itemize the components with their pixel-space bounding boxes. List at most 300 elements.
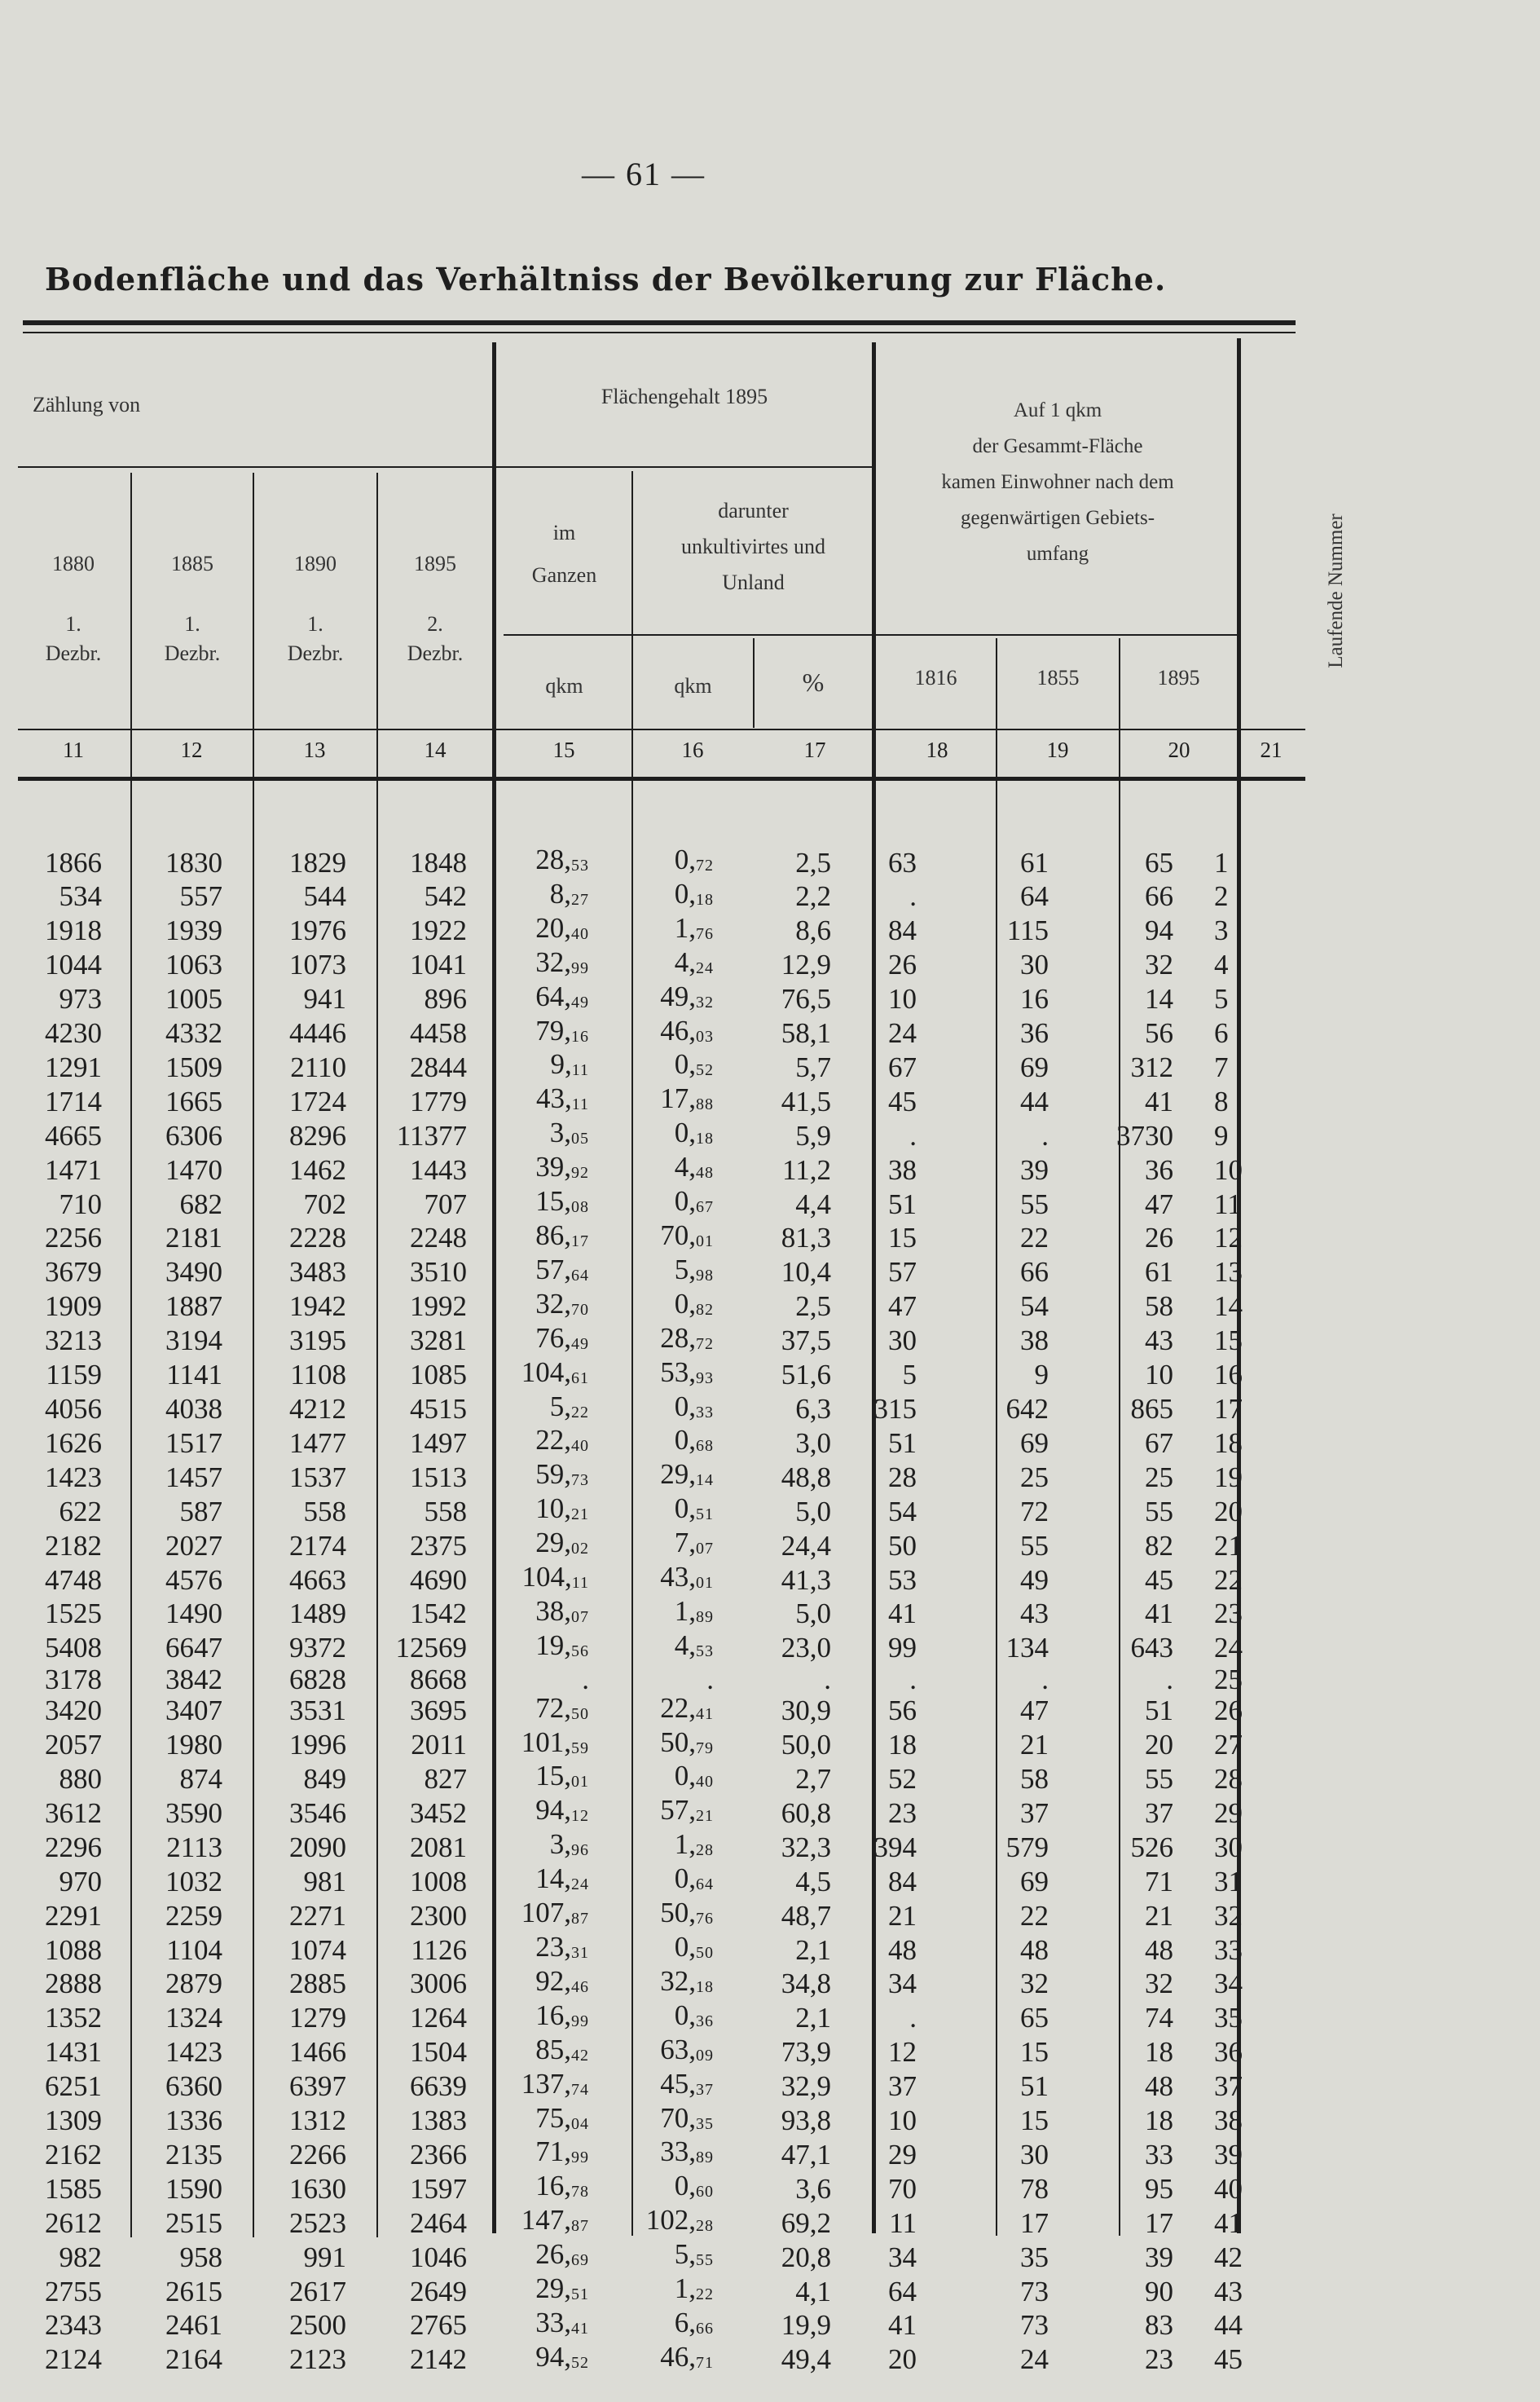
cell-density-1816: 10 [888,983,917,1016]
header-date: 1. Dezbr. [287,612,344,665]
cell-area-uncultivated-pct: 20,8 [781,2241,831,2273]
decimal-digits: 52 [696,1061,714,1080]
cell-count-1885: 1336 [165,2105,222,2137]
cell-area-uncultivated-qkm: $0,_{52}$ [674,1048,714,1081]
cell-density-1816: 48 [888,1933,917,1966]
cell-lfd-nr: 24 [1214,1632,1243,1664]
cell-density-1816: 28 [888,1461,917,1493]
cell-density-1816: 67 [888,1051,917,1083]
header-auf-qkm-line: Auf 1 qkm [1013,399,1102,421]
cell-count-1890: 544 [303,880,346,913]
decimal-digits: 79 [696,1739,714,1757]
cell-count-1895: 2366 [410,2138,467,2171]
header-year: 1885 [171,552,213,575]
cell-count-1895: 1008 [410,1865,467,1897]
cell-density-1855: 35 [1020,2241,1049,2273]
cell-density-1855: . [1041,1119,1049,1152]
column-number: 12 [180,738,203,762]
cell-count-1895: 3006 [410,1968,467,2000]
cell-count-1885: 557 [179,880,222,913]
cell-density-1895: 61 [1145,1256,1173,1289]
cell-count-1890: 1477 [289,1426,346,1459]
cell-lfd-nr: 21 [1214,1529,1243,1562]
decimal-digits: 22 [571,1403,589,1421]
header-year: 1890 [294,552,337,575]
cell-count-1890: 2271 [289,1899,346,1932]
column-number: 18 [926,738,948,762]
cell-count-1890: 1724 [289,1085,346,1117]
cell-density-1855: 15 [1020,2105,1049,2137]
cell-count-1885: 1887 [165,1290,222,1323]
cell-area-total-qkm: $16,_{99}$ [535,1999,589,2031]
cell-area-uncultivated-qkm: $5,_{98}$ [674,1253,714,1285]
cell-count-1880: 1585 [45,2172,102,2205]
cell-density-1855: 21 [1020,1729,1049,1761]
cell-density-1895: 21 [1145,1899,1173,1932]
cell-density-1816: 10 [888,2105,917,2137]
header-density-year: 1816 [914,666,957,690]
decimal-digits: 11 [571,1095,589,1114]
decimal-digits: 55 [696,2251,714,2270]
cell-density-1855: 24 [1020,2343,1049,2376]
cell-density-1855: 69 [1020,1865,1049,1897]
cell-count-1895: 2649 [410,2275,467,2307]
cell-density-1895: 95 [1145,2172,1173,2205]
cell-area-uncultivated-qkm: $50,_{79}$ [660,1725,714,1758]
cell-density-1855: 69 [1020,1051,1049,1083]
table-row [0,915,1287,949]
cell-density-1816: 23 [888,1796,917,1829]
cell-density-1816: 29 [888,2138,917,2171]
decimal-digits: 87 [571,2217,589,2236]
cell-count-1880: 3213 [45,1324,102,1357]
decimal-digits: 50 [696,1944,714,1962]
cell-count-1885: 1457 [165,1461,222,1493]
cell-area-total-qkm: $107,_{87}$ [521,1897,589,1929]
decimal-digits: 32 [696,993,714,1011]
cell-count-1880: 982 [59,2241,102,2273]
cell-area-uncultivated-qkm: $0,_{82}$ [674,1287,714,1320]
cell-area-uncultivated-qkm: $0,_{68}$ [674,1424,714,1457]
table-row [0,1762,1287,1796]
cell-count-1890: 2228 [289,1222,346,1254]
cell-count-1890: 2500 [289,2309,346,2342]
cell-density-1855: 54 [1020,1290,1049,1323]
cell-count-1890: 991 [303,2241,346,2273]
decimal-digits: 72 [696,857,714,875]
table-row [0,1119,1287,1153]
cell-lfd-nr: 25 [1214,1663,1243,1695]
cell-density-1855: 30 [1020,2138,1049,2171]
table-row [0,1393,1287,1427]
cell-area-uncultivated-pct: . [824,1663,831,1695]
table-row [0,1666,1287,1695]
cell-count-1890: 9372 [289,1632,346,1664]
cell-count-1880: 2182 [45,1529,102,1562]
cell-count-1890: 2110 [290,1051,346,1083]
table-row [0,1968,1287,2002]
cell-density-1855: 134 [1005,1632,1049,1664]
cell-count-1890: 1489 [289,1598,346,1630]
cell-density-1895: 10 [1145,1359,1173,1391]
header-year: 1895 [414,552,456,575]
cell-count-1880: 1714 [45,1085,102,1117]
cell-count-1880: 970 [59,1865,102,1897]
cell-count-1895: 1848 [410,846,467,879]
cell-area-uncultivated-pct: 32,9 [781,2070,831,2103]
header-auf-qkm-line: kamen Einwohner nach dem [941,471,1174,493]
cell-density-1895: 67 [1145,1426,1173,1459]
column-number: 20 [1168,738,1190,762]
cell-lfd-nr: 5 [1214,983,1229,1016]
cell-count-1890: 1976 [289,915,346,947]
decimal-digits: 68 [696,1437,714,1456]
cell-count-1880: 2057 [45,1729,102,1761]
decimal-digits: 89 [696,2149,714,2167]
cell-density-1895: 18 [1145,2105,1173,2137]
decimal-digits: 53 [696,1642,714,1660]
cell-density-1895: 56 [1145,1017,1173,1050]
cell-count-1885: 2135 [165,2138,222,2171]
cell-area-uncultivated-qkm: $57,_{21}$ [660,1794,714,1827]
cell-count-1895: 1443 [410,1153,467,1186]
cell-density-1855: 66 [1020,1256,1049,1289]
table-row [0,2172,1287,2206]
cell-count-1895: 2142 [410,2343,467,2376]
cell-count-1885: 4576 [165,1563,222,1596]
cell-area-uncultivated-qkm: $1,_{76}$ [674,911,714,944]
cell-density-1816: 57 [888,1256,917,1289]
cell-count-1880: 3178 [45,1663,102,1695]
cell-area-uncultivated-pct: 11,2 [782,1153,831,1186]
decimal-digits: 93 [696,1368,714,1387]
cell-count-1895: 2464 [410,2206,467,2239]
cell-count-1885: 587 [179,1495,222,1527]
header-date: 2. Dezbr. [407,612,464,665]
cell-density-1855: 115 [1006,915,1049,947]
cell-count-1880: 6251 [45,2070,102,2103]
cell-area-uncultivated-qkm: $4,_{24}$ [674,945,714,978]
cell-area-total-qkm: . [582,1663,589,1695]
cell-density-1895: 18 [1145,2036,1173,2069]
table-row [0,1729,1287,1763]
cell-count-1895: 12569 [395,1632,467,1664]
decimal-digits: 27 [571,890,589,909]
cell-density-1855: 55 [1020,1188,1049,1220]
cell-density-1895: 41 [1145,1085,1173,1117]
cell-lfd-nr: 15 [1214,1324,1243,1357]
cell-density-1895: 36 [1145,1153,1173,1186]
cell-density-1816: 37 [888,2070,917,2103]
cell-area-total-qkm: $23,_{31}$ [535,1931,589,1963]
cell-count-1885: 2879 [165,1968,222,2000]
cell-area-uncultivated-pct: 2,5 [795,1290,831,1323]
cell-count-1885: 1141 [166,1359,222,1391]
decimal-digits: 74 [571,2080,589,2099]
table-row [0,2206,1287,2241]
cell-lfd-nr: 8 [1214,1085,1229,1117]
decimal-digits: 78 [571,2183,589,2201]
cell-count-1885: 6647 [165,1632,222,1664]
cell-area-total-qkm: $72,_{50}$ [535,1691,589,1724]
cell-area-total-qkm: $28,_{53}$ [535,844,589,875]
decimal-digits: 01 [696,1574,714,1593]
decimal-digits: 64 [571,1266,589,1285]
decimal-digits: 92 [571,1164,589,1183]
cell-count-1885: 1590 [165,2172,222,2205]
cell-density-1816: 53 [888,1563,917,1596]
table-row [0,1359,1287,1393]
cell-count-1895: 1085 [410,1359,467,1391]
cell-count-1890: 1466 [289,2036,346,2069]
cell-count-1880: 3420 [45,1695,102,1727]
cell-lfd-nr: 44 [1214,2309,1243,2342]
table-row [0,1865,1287,1899]
cell-area-total-qkm: $64,_{49}$ [535,980,589,1012]
cell-area-total-qkm: $32,_{70}$ [535,1287,589,1320]
cell-lfd-nr: 39 [1214,2138,1243,2171]
cell-lfd-nr: 33 [1214,1933,1243,1966]
cell-area-total-qkm: $101,_{59}$ [521,1725,589,1758]
cell-density-1895: 3730 [1116,1119,1173,1152]
cell-area-uncultivated-pct: 34,8 [781,1968,831,2000]
cell-density-1855: 55 [1020,1529,1049,1562]
cell-area-uncultivated-pct: 2,1 [795,2002,831,2034]
cell-area-total-qkm: $15,_{08}$ [535,1185,589,1218]
header-year: 1880 [52,552,95,575]
decimal-digits: 11 [571,1574,589,1593]
cell-density-1855: 32 [1020,1968,1049,2000]
cell-count-1895: 2011 [411,1729,467,1761]
cell-area-uncultivated-pct: 19,9 [781,2309,831,2342]
cell-count-1885: 1063 [165,949,222,981]
page-title: Bodenfläche und das Verhältniss der Bevölkerung zur Fläche. [45,261,1167,297]
cell-density-1855: 579 [1005,1831,1049,1863]
cell-density-1855: 64 [1020,880,1049,913]
cell-count-1890: 1462 [289,1153,346,1186]
cell-density-1855: 22 [1020,1899,1049,1932]
cell-count-1880: 2612 [45,2206,102,2239]
cell-count-1880: 4748 [45,1563,102,1596]
table-row [0,1222,1287,1256]
cell-density-1895: 48 [1145,1933,1173,1966]
cell-area-total-qkm: $15,_{01}$ [535,1760,589,1792]
decimal-digits: 24 [696,959,714,977]
cell-count-1885: 3194 [165,1324,222,1357]
cell-density-1895: 48 [1145,2070,1173,2103]
cell-count-1880: 3679 [45,1256,102,1289]
cell-area-uncultivated-pct: 60,8 [781,1796,831,1829]
decimal-digits: 01 [696,1232,714,1250]
cell-count-1890: 981 [303,1865,346,1897]
cell-count-1885: 3407 [165,1695,222,1727]
decimal-digits: 41 [571,2319,589,2338]
cell-density-1816: 64 [888,2275,917,2307]
cell-density-1895: 51 [1145,1695,1173,1727]
cell-count-1895: 1504 [410,2036,467,2069]
cell-area-uncultivated-qkm: $43,_{01}$ [660,1561,714,1593]
table-row [0,1831,1287,1865]
cell-count-1885: 4038 [165,1393,222,1425]
decimal-digits: 36 [696,2012,714,2030]
cell-density-1855: 51 [1020,2070,1049,2103]
cell-lfd-nr: 17 [1214,1393,1243,1425]
cell-count-1885: 2259 [165,1899,222,1932]
cell-density-1895: 94 [1145,915,1173,947]
cell-area-total-qkm: $9,_{11}$ [550,1048,589,1081]
cell-count-1885: 6360 [165,2070,222,2103]
cell-density-1895: 55 [1145,1495,1173,1527]
cell-density-1895: 33 [1145,2138,1173,2171]
header-zaehlung: Zählung von [33,393,141,416]
table-row [0,1563,1287,1598]
cell-area-uncultivated-qkm: $45,_{37}$ [660,2067,714,2100]
cell-density-1816: 54 [888,1495,917,1527]
decimal-digits: 21 [571,1505,589,1524]
cell-count-1890: 3195 [289,1324,346,1357]
header-unit-percent: % [802,668,825,697]
cell-count-1895: 4458 [410,1017,467,1050]
cell-lfd-nr: 2 [1214,880,1229,913]
cell-density-1816: 84 [888,915,917,947]
cell-count-1880: 534 [59,880,102,913]
cell-density-1895: 47 [1145,1188,1173,1220]
cell-lfd-nr: 9 [1214,1119,1229,1152]
cell-count-1885: 1509 [165,1051,222,1083]
cell-count-1880: 4056 [45,1393,102,1425]
decimal-digits: 60 [696,2183,714,2201]
cell-density-1816: 47 [888,1290,917,1323]
cell-lfd-nr: 20 [1214,1495,1243,1527]
cell-density-1855: 48 [1020,1933,1049,1966]
table-row [0,1188,1287,1222]
cell-density-1816: 26 [888,949,917,981]
cell-count-1895: 542 [424,880,467,913]
cell-density-1895: . [1166,1663,1173,1695]
cell-area-uncultivated-qkm: $70,_{35}$ [660,2101,714,2134]
cell-lfd-nr: 28 [1214,1762,1243,1795]
cell-area-total-qkm: $5,_{22}$ [549,1390,589,1422]
cell-lfd-nr: 27 [1214,1729,1243,1761]
cell-lfd-nr: 26 [1214,1695,1243,1727]
cell-count-1895: 2300 [410,1899,467,1932]
cell-count-1895: 1597 [410,2172,467,2205]
top-thin-rule [23,332,1296,333]
cell-density-1895: 39 [1145,2241,1173,2273]
cell-count-1895: 3510 [410,1256,467,1289]
table-row [0,1495,1287,1529]
cell-count-1885: 958 [179,2241,222,2273]
cell-area-total-qkm: $104,_{61}$ [521,1355,589,1388]
table-row [0,1933,1287,1968]
cell-count-1880: 1471 [45,1153,102,1186]
cell-area-total-qkm: $20,_{40}$ [535,911,589,944]
cell-area-total-qkm: $3,_{05}$ [549,1117,589,1149]
cell-area-total-qkm: $59,_{73}$ [535,1458,589,1491]
decimal-digits: 48 [696,1164,714,1183]
cell-area-uncultivated-qkm: $0,_{60}$ [674,2170,714,2202]
cell-area-uncultivated-qkm: $0,_{40}$ [674,1760,714,1792]
cell-area-total-qkm: $38,_{07}$ [535,1594,589,1627]
cell-density-1816: 30 [888,1324,917,1357]
decimal-digits: 99 [571,2012,589,2030]
cell-density-1855: 37 [1020,1796,1049,1829]
cell-density-1816: . [909,2002,917,2034]
table-row [0,1426,1287,1461]
decimal-digits: 88 [696,1095,714,1114]
cell-count-1885: 3490 [165,1256,222,1289]
cell-count-1885: 1324 [165,2002,222,2034]
decimal-digits: 28 [696,1841,714,1860]
table-row [0,1529,1287,1563]
cell-count-1880: 2291 [45,1899,102,1932]
page-number: — 61 — [582,156,706,192]
cell-count-1885: 1980 [165,1729,222,1761]
decimal-digits: 69 [571,2251,589,2270]
decimal-digits: 66 [696,2319,714,2338]
table-row [0,949,1287,983]
cell-lfd-nr: 16 [1214,1359,1243,1391]
header-date: 1. Dezbr. [164,612,221,665]
column-number: 11 [63,738,84,762]
cell-area-total-qkm: $79,_{16}$ [535,1014,589,1047]
cell-density-1895: 865 [1130,1393,1173,1425]
cell-density-1895: 74 [1145,2002,1173,2034]
cell-area-total-qkm: $33,_{41}$ [535,2306,589,2338]
table-row [0,983,1287,1017]
cell-area-total-qkm: $71,_{99}$ [535,2135,589,2168]
cell-count-1895: 1497 [410,1426,467,1459]
cell-area-uncultivated-pct: 81,3 [781,1222,831,1254]
cell-count-1895: 2375 [410,1529,467,1562]
decimal-digits: 35 [696,2114,714,2133]
cell-count-1890: 3546 [289,1796,346,1829]
table-row [0,2070,1287,2105]
cell-density-1816: 34 [888,1968,917,2000]
cell-density-1855: 69 [1020,1426,1049,1459]
table-row [0,1153,1287,1188]
cell-count-1880: 1291 [45,1051,102,1083]
cell-area-total-qkm: $39,_{92}$ [535,1151,589,1183]
cell-area-uncultivated-pct: 2,1 [795,1933,831,1966]
cell-density-1855: 61 [1020,846,1049,879]
cell-count-1895: 4690 [410,1563,467,1596]
decimal-digits: 09 [696,2046,714,2065]
cell-count-1895: 827 [424,1762,467,1795]
cell-density-1855: 15 [1020,2036,1049,2069]
cell-area-total-qkm: $85,_{42}$ [535,2033,589,2065]
cell-count-1895: 2844 [410,1051,467,1083]
cell-area-uncultivated-qkm: $0,_{18}$ [674,877,714,910]
cell-density-1855: 72 [1020,1495,1049,1527]
table-row [0,1324,1287,1359]
cell-area-uncultivated-pct: 47,1 [781,2138,831,2171]
cell-density-1895: 43 [1145,1324,1173,1357]
cell-area-total-qkm: $57,_{64}$ [535,1253,589,1285]
cell-density-1895: 83 [1145,2309,1173,2342]
cell-area-total-qkm: $147,_{87}$ [521,2204,589,2237]
cell-count-1895: 3695 [410,1695,467,1727]
cell-count-1890: 1996 [289,1729,346,1761]
cell-count-1895: 707 [424,1188,467,1220]
cell-count-1880: 2162 [45,2138,102,2171]
header-auf-qkm [878,393,1237,572]
cell-density-1895: 37 [1145,1796,1173,1829]
cell-area-uncultivated-qkm: $4,_{48}$ [674,1151,714,1183]
cell-density-1816: . [909,880,917,913]
cell-lfd-nr: 10 [1214,1153,1243,1186]
cell-density-1895: 71 [1145,1865,1173,1897]
